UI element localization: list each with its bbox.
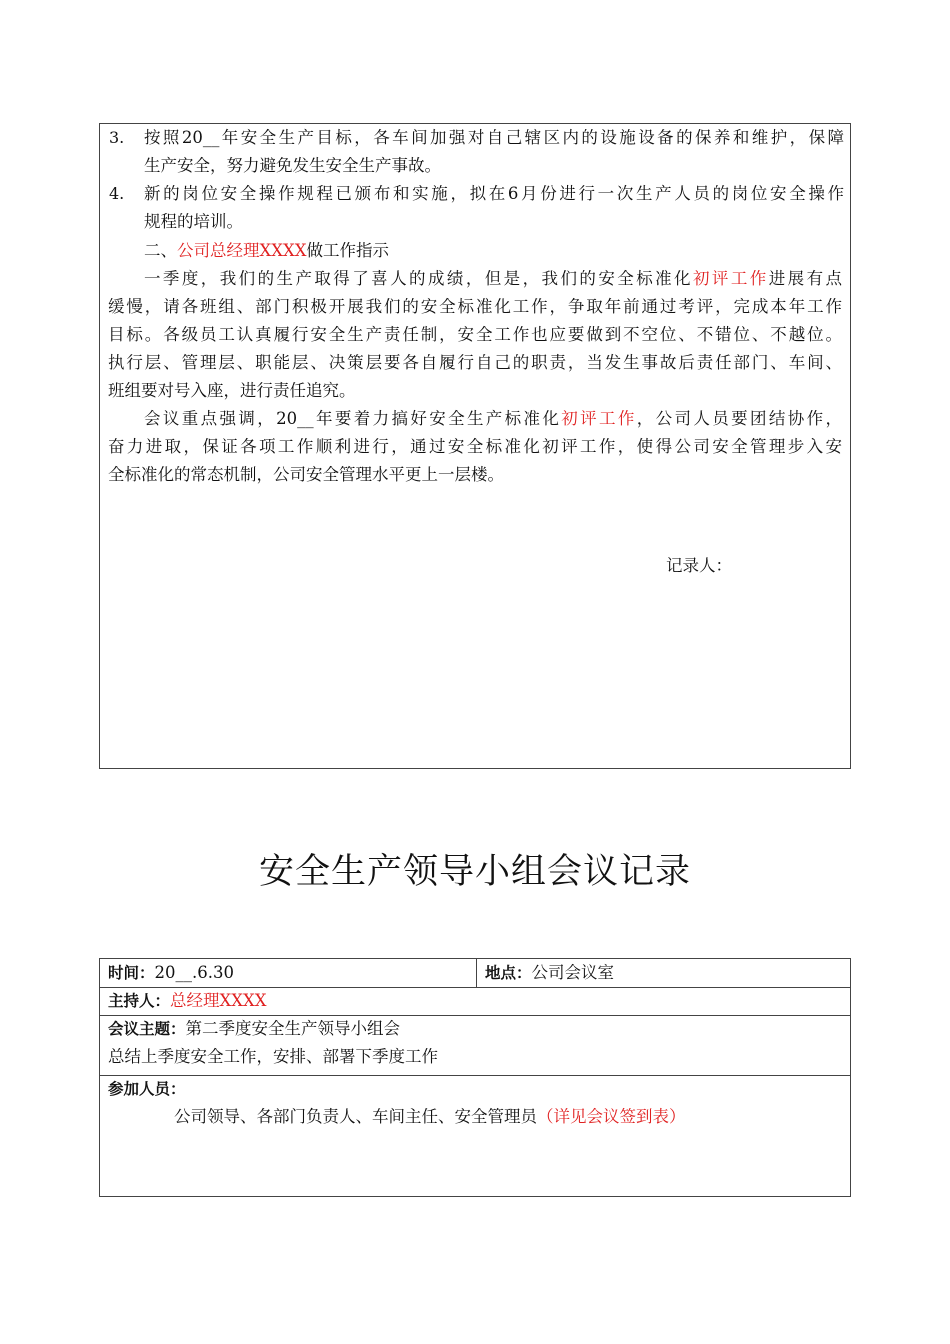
attendees-value: 公司领导、各部门负责人、车间主任、安全管理员 xyxy=(174,1107,537,1126)
section-2-prefix: 二、 xyxy=(144,241,177,260)
meeting-minutes-continued-box xyxy=(99,123,851,769)
para-2-line-3: 全标准化的常态机制，公司安全管理水平更上一层楼。 xyxy=(108,465,504,484)
attendees-label xyxy=(108,1079,186,1099)
table-divider xyxy=(100,987,850,988)
item-4-line-1: 新的岗位安全操作规程已颁布和实施，拟在6月份进行一次生产人员的岗位安全操作 xyxy=(144,184,844,203)
time-label: 时间： xyxy=(108,964,155,982)
recorder-label: 记录人： xyxy=(666,556,732,575)
place-value: 公司会议室 xyxy=(531,963,615,982)
item-3-line-2: 生产安全，努力避免发生安全生产事故。 xyxy=(144,156,441,175)
table-divider xyxy=(100,1015,850,1016)
item-4-line-2: 规程的培训。 xyxy=(144,212,243,231)
para-1-highlight: 初评工作 xyxy=(693,269,769,288)
place-row xyxy=(485,963,614,983)
para-1-line-2: 缓慢，请各班组、部门积极开展我们的安全标准化工作，争取年前通过考评，完成本年工作 xyxy=(108,297,842,316)
item-3-line-1: 按照20__年安全生产目标，各车间加强对自己辖区内的设施设备的保养和维护，保障 xyxy=(144,128,844,147)
para-2-line-1 xyxy=(144,409,842,429)
para-1-line-5: 班组要对号入座，进行责任追究。 xyxy=(108,381,356,400)
meeting-info-table xyxy=(99,958,851,1197)
section-2-speaker: 公司总经理XXXX xyxy=(177,241,307,260)
host-value: 总经理XXXX xyxy=(170,991,267,1010)
para-1-line-1-text: 一季度，我们的生产取得了喜人的成绩，但是，我们的安全标准化 xyxy=(144,269,693,288)
attendees-row xyxy=(174,1107,686,1127)
topic-line-2: 总结上季度安全工作，安排、部署下季度工作 xyxy=(108,1047,438,1066)
para-1-line-1 xyxy=(144,269,842,289)
para-1-line-4: 执行层、管理层、职能层、决策层要各自履行自己的职责，当发生事故后责任部门、车间、 xyxy=(108,353,842,372)
table-divider xyxy=(100,1075,850,1076)
para-2-line-1-text: 会议重点强调，20__年要着力搞好安全生产标准化 xyxy=(144,409,562,428)
para-1-line-1-end: 进展有点 xyxy=(768,269,843,288)
time-row xyxy=(108,963,234,983)
topic-row xyxy=(108,1019,400,1039)
item-3-number: 3. xyxy=(109,128,125,147)
topic-label: 会议主题： xyxy=(108,1020,186,1038)
place-label: 地点： xyxy=(485,964,532,982)
section-2-heading xyxy=(144,241,389,261)
topic-value: 第二季度安全生产领导小组会 xyxy=(185,1019,401,1038)
section-2-suffix: 做工作指示 xyxy=(306,241,389,260)
table-divider-vertical xyxy=(476,959,477,988)
para-2-line-2: 奋力进取，保证各项工作顺利进行，通过安全标准化初评工作，使得公司安全管理步入安 xyxy=(108,437,842,456)
item-4-number: 4. xyxy=(109,184,125,203)
para-2-highlight: 初评工作 xyxy=(561,409,637,428)
attendees-note: （详见会议签到表） xyxy=(537,1107,686,1126)
page-title: 安全生产领导小组会议记录 xyxy=(258,852,691,892)
attendees-label-text: 参加人员： xyxy=(108,1080,186,1098)
host-label: 主持人： xyxy=(108,992,171,1010)
para-1-line-3: 目标。各级员工认真履行安全生产责任制，安全工作也应要做到不空位、不错位、不越位。 xyxy=(108,325,842,344)
para-2-line-1-end: ，公司人员要团结协作， xyxy=(636,409,843,428)
host-row xyxy=(108,991,267,1011)
time-value: 20__.6.30 xyxy=(154,963,234,982)
